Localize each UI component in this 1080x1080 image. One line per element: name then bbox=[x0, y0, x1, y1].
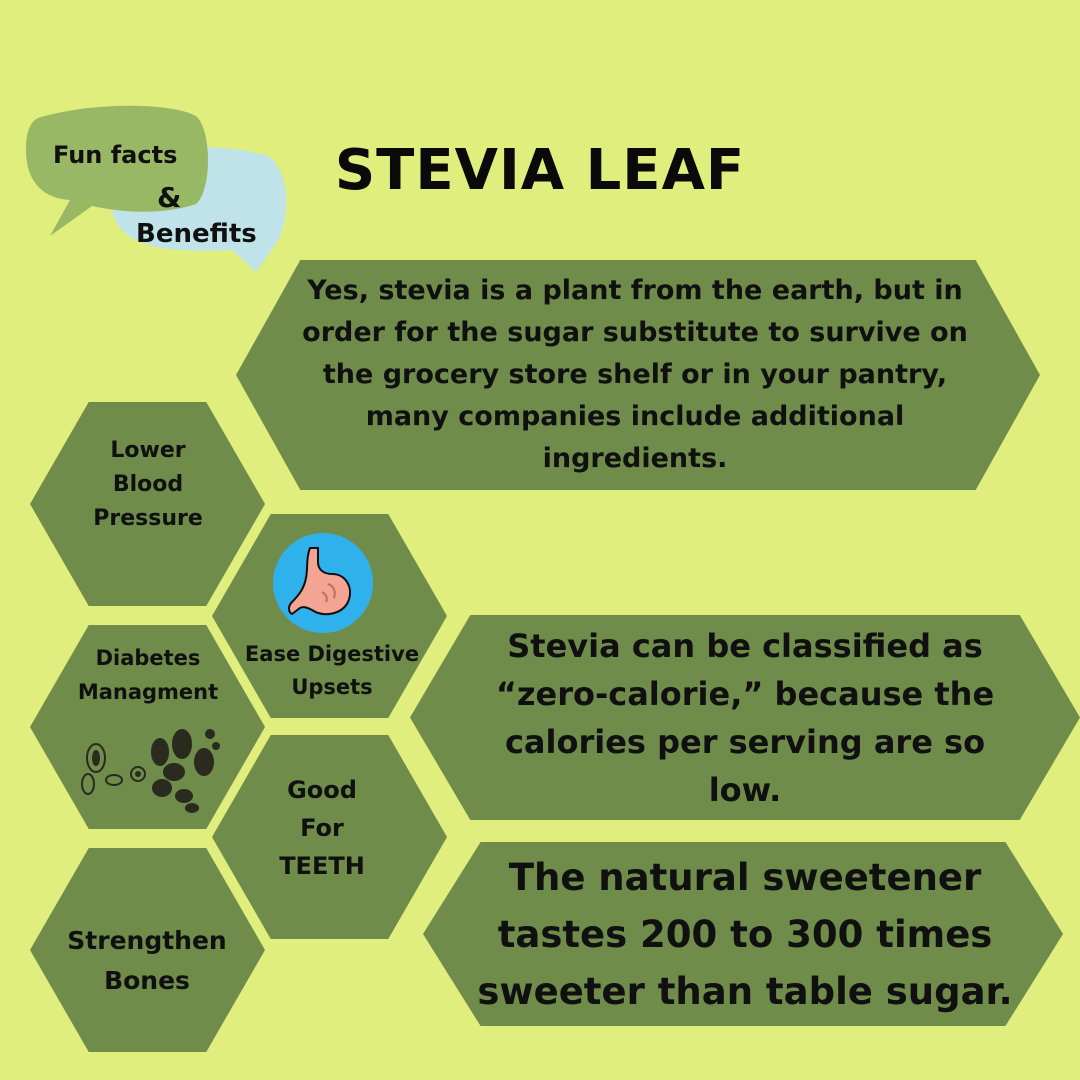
benefit-teeth: Good For TEETH bbox=[279, 776, 365, 880]
fact-sweetness: The natural sweetener tastes 200 to 300 times sweeter than table sugar. bbox=[477, 855, 1013, 1013]
fact-preservatives: Yes, stevia is a plant from the earth, but in order for the sugar substitute to survive on the grocery store shelf or in your pantry, many companies include additional ingredients. bbox=[302, 275, 968, 474]
benefit-blood-pressure: Lower Blood Pressure bbox=[93, 438, 203, 531]
page-title: STEVIA LEAF bbox=[334, 138, 746, 203]
benefit-digestive: Ease Digestive Upsets bbox=[244, 642, 420, 699]
speech-bubbles bbox=[20, 100, 290, 285]
benefit-bones: Strengthen Bones bbox=[67, 926, 227, 995]
bubble-fun-facts: Fun facts bbox=[53, 141, 178, 169]
stomach-icon bbox=[272, 532, 374, 634]
blood-cells-icon bbox=[76, 722, 226, 814]
fact-zero-calorie: Stevia can be classified as “zero-calorie,” because the calories per serving are so low. bbox=[495, 626, 995, 809]
bubble-benefits: Benefits bbox=[136, 219, 257, 249]
bubble-ampersand: & bbox=[157, 181, 182, 214]
benefit-diabetes: Diabetes Managment bbox=[77, 646, 219, 704]
